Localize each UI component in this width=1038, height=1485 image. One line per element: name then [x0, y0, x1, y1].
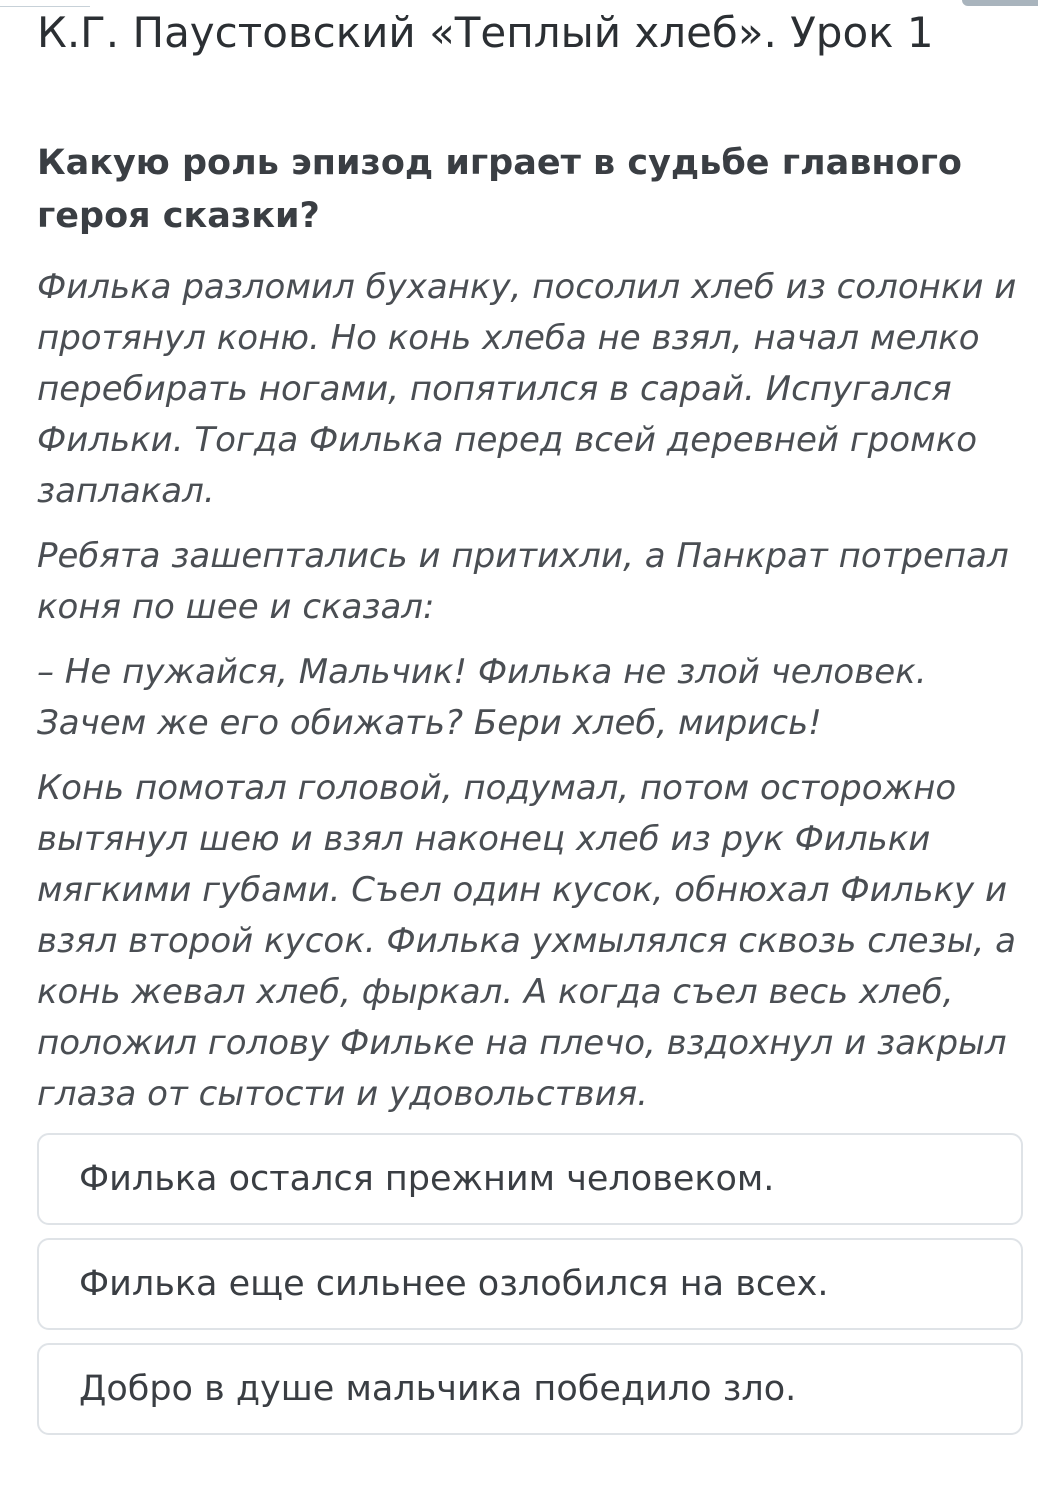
answer-options	[37, 1133, 1023, 1448]
answer-option-2[interactable]	[37, 1238, 1023, 1330]
excerpt-paragraph-1: Филька разломил буханку, посолил хлеб из солонки и протянул коню. Но конь хлеба не взял, начал мелко перебирать ногами, попятился в сарай. Испугался Фильки. Тогда Филька перед всей деревней громко заплакал.	[37, 267, 1017, 511]
page-title: К.Г. Паустовский «Теплый хлеб». Урок 1	[37, 8, 934, 57]
question-text: Какую роль эпизод играет в судьбе главного героя сказки?	[37, 143, 962, 236]
top-tab-indicator	[962, 0, 1038, 6]
answer-option-label: Филька еще сильнее озлобился на всех.	[79, 1264, 829, 1304]
answer-option-1[interactable]	[37, 1133, 1023, 1225]
excerpt-paragraph-3: – Не пужайся, Мальчик! Филька не злой человек. Зачем же его обижать? Бери хлеб, мирись!	[37, 652, 927, 743]
excerpt-paragraph-2: Ребята зашептались и притихли, а Панкрат потрепал коня по шее и сказал:	[37, 536, 1009, 627]
answer-option-label: Филька остался прежним человеком.	[79, 1159, 775, 1199]
answer-option-3[interactable]	[37, 1343, 1023, 1435]
excerpt-paragraph-4: Конь помотал головой, подумал, потом осторожно вытянул шею и взял наконец хлеб из рук Фильки мягкими губами. Съел один кусок, обнюхал Фильку и взял второй кусок. Филька ухмылялся сквозь слезы, а конь жевал хлеб, фыркал. А когда съел весь хлеб, положил голову Фильке на плечо, вздохнул и закрыл глаза от сытости и удовольствия.	[37, 768, 1016, 1114]
story-excerpt	[37, 262, 1017, 1134]
answer-option-label: Добро в душе мальчика победило зло.	[79, 1369, 797, 1409]
